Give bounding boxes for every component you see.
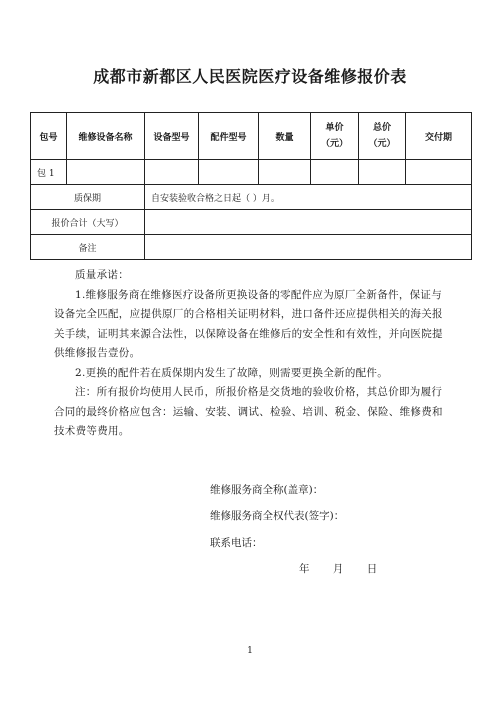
total-label: 报价合计（大写） xyxy=(31,210,145,235)
remark-value-cell[interactable] xyxy=(145,235,472,260)
table-row xyxy=(31,160,472,185)
date-line xyxy=(299,561,397,576)
page-number: 1 xyxy=(247,646,253,656)
unit-price-cell[interactable] xyxy=(311,160,359,185)
delivery-cell[interactable] xyxy=(406,160,472,185)
quote-table xyxy=(30,112,472,260)
total-price-label: 总价 xyxy=(372,123,391,133)
remark-label: 备注 xyxy=(31,235,145,260)
date-year: 年 xyxy=(299,563,310,575)
remark-row xyxy=(31,235,472,260)
total-price-unit: （元） xyxy=(368,139,396,149)
col-header-quantity: 数量 xyxy=(259,113,311,160)
warranty-row xyxy=(31,185,472,210)
total-price-cell[interactable] xyxy=(359,160,406,185)
quality-commitment xyxy=(54,266,448,442)
col-header-device-name: 维修设备名称 xyxy=(67,113,145,160)
unit-price-label: 单价 xyxy=(325,123,344,133)
device-model-cell[interactable] xyxy=(145,160,199,185)
total-row xyxy=(31,210,472,235)
warranty-value[interactable]: 自安装验收合格之日起（ ）月。 xyxy=(145,185,472,210)
commitment-paragraph-1: 1.维修服务商在维修医疗设备所更换设备的零配件应为原厂全新备件，保证与设备完全匹配，应提供原厂的合格相关证明材料，进口备件还应提供相关的海关报关手续，证明其来源合法性，以保障设备在维修后的安全性和有效性，并向医院提供维修报告壹份。 xyxy=(54,288,443,359)
pricing-note: 注：所有报价均使用人民币，所报价格是交货地的验收价格，其总价即为履行合同的最终价格应包含：运输、安装、调试、检验、培训、税金、保险、维修费和技术费等费用。 xyxy=(54,386,443,437)
col-header-delivery: 交付期 xyxy=(406,113,472,160)
date-month: 月 xyxy=(332,563,344,575)
device-name-cell[interactable] xyxy=(67,160,145,185)
vendor-name-line: 维修服务商全称(盖章)： xyxy=(210,484,324,496)
quality-heading: 质量承诺： xyxy=(75,269,129,281)
col-header-package: 包号 xyxy=(31,113,67,160)
unit-price-unit: （元） xyxy=(320,139,348,149)
phone-line: 联系电话： xyxy=(210,537,263,549)
part-model-cell[interactable] xyxy=(199,160,259,185)
col-header-part-model: 配件型号 xyxy=(199,113,259,160)
col-header-device-model: 设备型号 xyxy=(145,113,199,160)
package-cell: 包 1 xyxy=(31,160,67,185)
total-value-cell[interactable] xyxy=(145,210,472,235)
col-header-unit-price xyxy=(311,113,359,160)
warranty-label: 质保期 xyxy=(31,185,145,210)
representative-line: 维修服务商全权代表(签字)： xyxy=(210,510,345,522)
commitment-paragraph-2: 2.更换的配件若在质保期内发生了故障，则需要更换全新的配件。 xyxy=(75,366,389,379)
date-day: 日 xyxy=(366,563,378,575)
quantity-cell[interactable] xyxy=(259,160,311,185)
col-header-total-price xyxy=(359,113,406,160)
page-title: 成都市新都区人民医院医疗设备维修报价表 xyxy=(93,67,407,86)
table-header-row xyxy=(31,113,472,160)
